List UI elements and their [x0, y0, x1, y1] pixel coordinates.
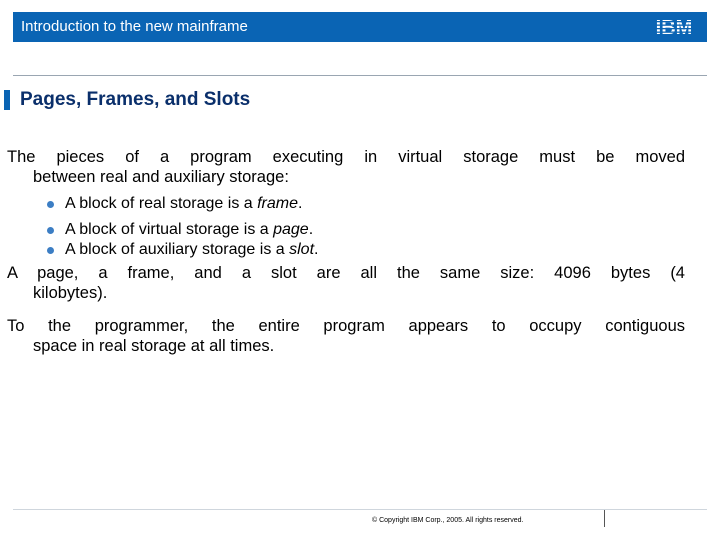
course-title: Introduction to the new mainframe	[21, 18, 248, 35]
size-paragraph	[7, 263, 685, 303]
intro-line-1: The pieces of a program executing in virtual storage must be moved	[7, 148, 685, 166]
bullet-term: page	[273, 221, 309, 238]
slide-title: Pages, Frames, and Slots	[20, 89, 251, 110]
bullet-text: A block of real storage is a	[65, 195, 258, 212]
intro-line-2: between real and auxiliary storage:	[33, 168, 289, 186]
definition-list	[7, 195, 685, 259]
bullet-text: A block of virtual storage is a	[65, 221, 274, 238]
bullet-icon	[47, 201, 54, 208]
header-bar	[13, 12, 707, 42]
bullet-term: slot	[289, 241, 315, 258]
size-line-1: A page, a frame, and a slot are all the same size: 4096 bytes (4	[7, 264, 685, 282]
bullet-suffix: .	[314, 241, 319, 258]
programmer-paragraph	[7, 316, 685, 356]
bullet-icon	[47, 247, 54, 254]
bullet-term: frame	[257, 195, 299, 212]
programmer-line-2: space in real storage at all times.	[33, 337, 275, 355]
header-divider	[13, 75, 707, 76]
bullet-icon	[47, 227, 54, 234]
footer-divider	[13, 509, 707, 510]
list-item	[47, 195, 685, 213]
ibm-logo	[649, 14, 699, 40]
list-item	[47, 221, 685, 239]
slide-body	[7, 147, 685, 356]
copyright-notice: © Copyright IBM Corp., 2005. All rights reserved.	[372, 517, 524, 524]
bullet-text: A block of auxiliary storage is a	[65, 241, 290, 258]
title-accent-bar	[4, 90, 10, 110]
size-line-2: kilobytes).	[33, 284, 108, 302]
bullet-suffix: .	[298, 195, 303, 212]
programmer-line-1: To the programmer, the entire program appears to occupy contiguous	[7, 317, 685, 335]
footer-separator	[604, 510, 605, 527]
intro-paragraph	[7, 147, 685, 187]
bullet-suffix: .	[308, 221, 314, 238]
list-item	[47, 241, 685, 259]
